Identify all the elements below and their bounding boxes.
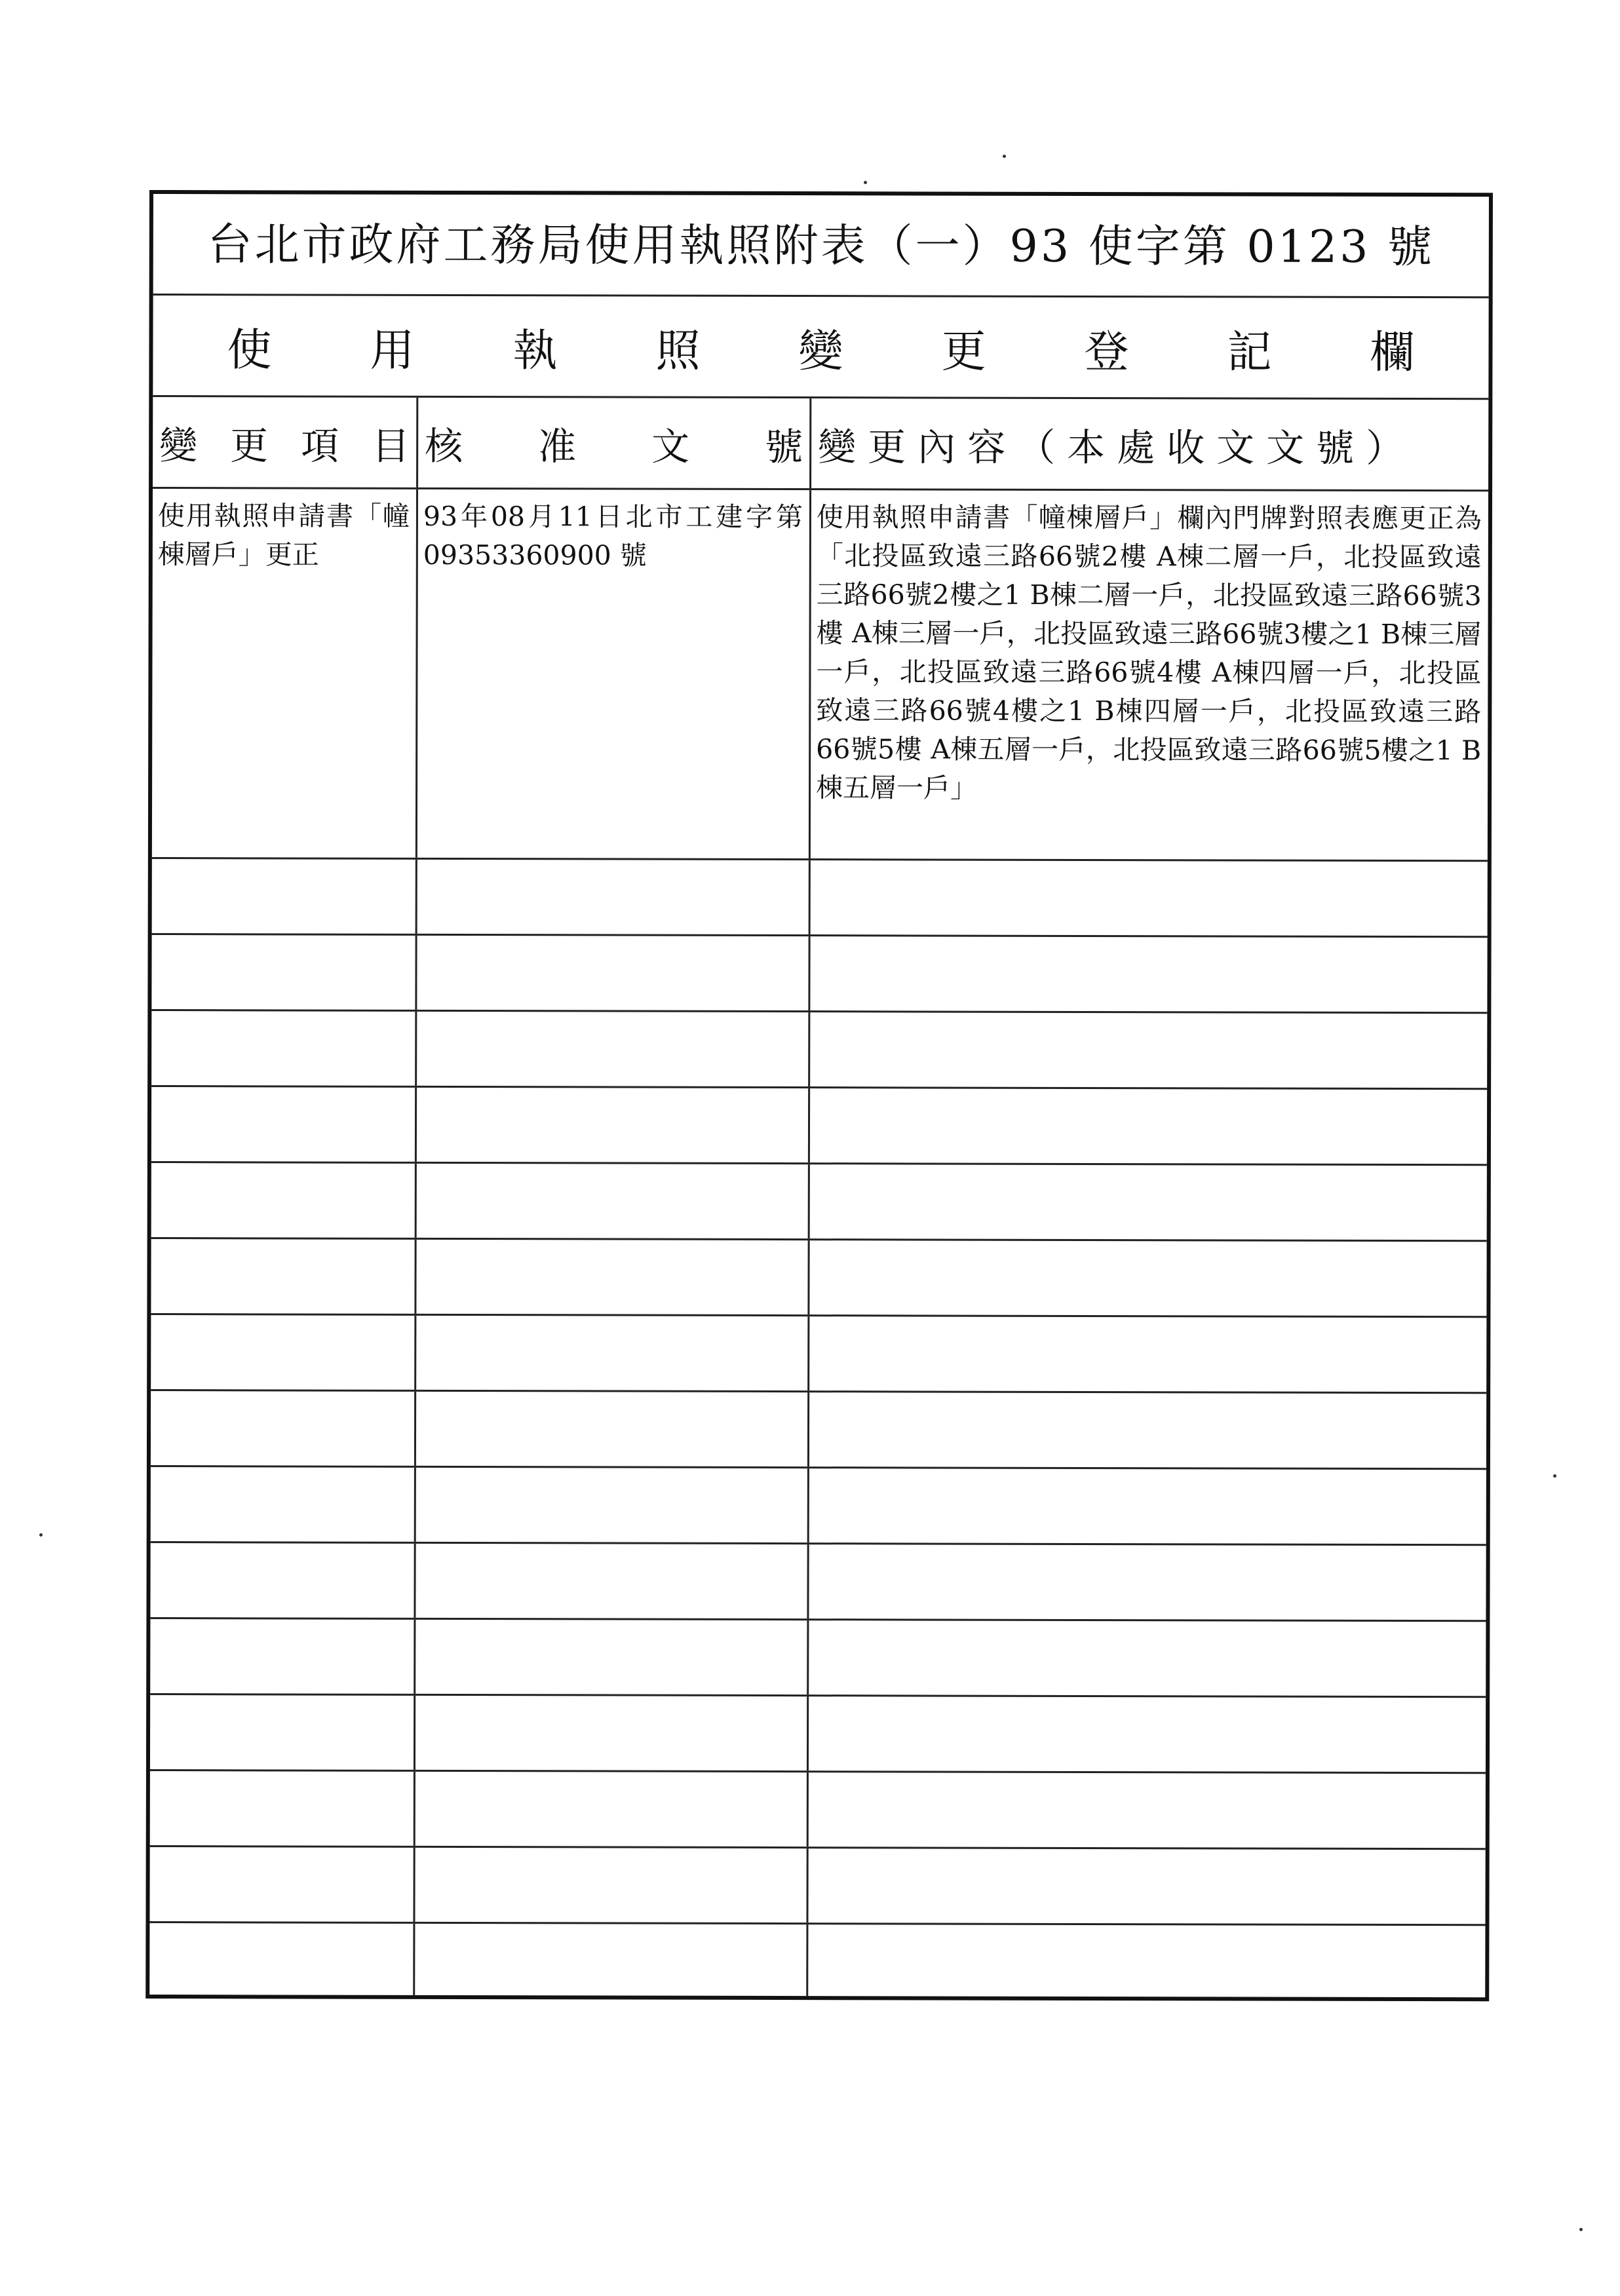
license-annex-form [145,190,1513,2001]
empty-cell [415,1772,809,1846]
scan-speck [1553,1474,1556,1478]
empty-table-row [152,859,1488,938]
header-char: 變 [159,423,198,468]
entry-approval-cell [417,489,811,858]
header-char: 文 [651,424,690,469]
empty-cell [152,859,417,934]
empty-cell [151,1163,417,1238]
entry-content: 使用執照申請書「幢棟層戶」欄內門牌對照表應更正為「北投區致遠三路66號2樓 A棟二層一戶，北投區致遠三路66號2樓之1 B棟二層一戶，北投區致遠三路66號3樓 A棟三層一戶，北投區致遠三路66號3樓之1 B棟三層一戶，北投區致遠三路66號4樓 A棟四層一戶，北投區致遠三路66號4樓之1 B棟四層一戶，北投區致遠三路66號5樓 A棟五層一戶，北投區致遠三路66號5樓之1 B棟五層一戶」 [816,501,1482,804]
header-change-item [153,397,418,488]
scan-speck [1579,2228,1583,2231]
empty-cell [809,1316,1486,1392]
empty-cell [809,1772,1486,1848]
empty-cell [810,1088,1487,1164]
section-title: 使用執照變更登記欄 [227,324,1513,379]
empty-cell [416,1468,809,1542]
empty-table-row [150,1543,1486,1622]
empty-table-row [150,1619,1486,1698]
empty-table-row [150,1771,1486,1850]
form-title: 台北市政府工務局使用執照附表（一）93 使字第 0123 號 [207,219,1435,274]
entry-approval-no: 93年08月11日北市工建字第 09353360900 號 [423,500,803,571]
empty-cell [417,1164,810,1238]
empty-cell [810,936,1487,1012]
empty-cell [415,1620,809,1694]
empty-cell [150,1771,415,1846]
scan-speck [1003,155,1006,158]
empty-cell [151,1239,416,1314]
header-approval-no [418,398,811,488]
empty-table-row [151,935,1487,1014]
table-row [152,489,1488,862]
header-char: 目 [372,423,410,469]
empty-table-row [151,1239,1486,1318]
header-change-content [811,398,1488,489]
empty-cell [809,1696,1486,1772]
header-char: 項 [301,423,339,469]
empty-cell [809,1392,1486,1468]
empty-cell [811,860,1488,936]
empty-cell [415,1924,808,1996]
empty-cell [809,1544,1486,1620]
entry-content-cell [811,490,1488,860]
section-row [153,296,1513,400]
empty-cell [416,1392,809,1466]
empty-cell [151,1467,416,1542]
empty-cell [415,1848,808,1923]
empty-cell [151,1391,416,1466]
empty-table-row [151,1087,1487,1166]
entry-item: 使用執照申請書「幢棟層戶」更正 [157,500,410,571]
header-char: 核 [425,423,463,469]
empty-cell [416,1240,809,1314]
header-char: 更 [230,423,269,468]
empty-table-row [151,1163,1487,1242]
empty-table-row [149,1847,1485,1926]
empty-cell [151,1087,417,1162]
empty-cell [149,1923,415,1995]
empty-table-row [149,1923,1485,1997]
empty-table-row [150,1695,1486,1774]
empty-table-row [151,1315,1486,1394]
empty-cell [808,1924,1485,1997]
column-header-row [153,397,1488,491]
empty-cell [149,1847,415,1922]
empty-cell [151,935,417,1010]
empty-cell [417,1012,810,1086]
empty-cell [809,1620,1486,1696]
empty-cell [417,1088,810,1162]
empty-cell [415,1544,809,1618]
empty-cell [809,1240,1486,1316]
empty-cell [810,1164,1487,1240]
empty-cell [150,1619,415,1694]
empty-table-row [151,1467,1486,1546]
empty-cell [415,1696,809,1770]
header-char: 准 [538,423,577,469]
header-approval-no-label [418,398,809,488]
empty-cell [417,860,811,934]
empty-cell [810,1012,1487,1088]
empty-table-row [151,1011,1487,1090]
entry-item-cell [152,489,418,858]
header-change-item-label [153,397,416,488]
header-change-content-label: 變更內容（本處收文文號） [818,424,1416,470]
empty-cell [150,1695,415,1770]
empty-cell [808,1848,1485,1924]
empty-cell [150,1543,415,1618]
scan-speck [864,181,867,184]
header-char: 號 [765,424,803,469]
empty-cell [416,1316,809,1390]
empty-cell [809,1468,1486,1544]
title-row [153,194,1489,298]
empty-table-row [151,1391,1486,1470]
scan-speck [39,1533,43,1537]
empty-cell [151,1011,417,1086]
empty-cell [151,1315,416,1390]
empty-cell [417,936,810,1010]
